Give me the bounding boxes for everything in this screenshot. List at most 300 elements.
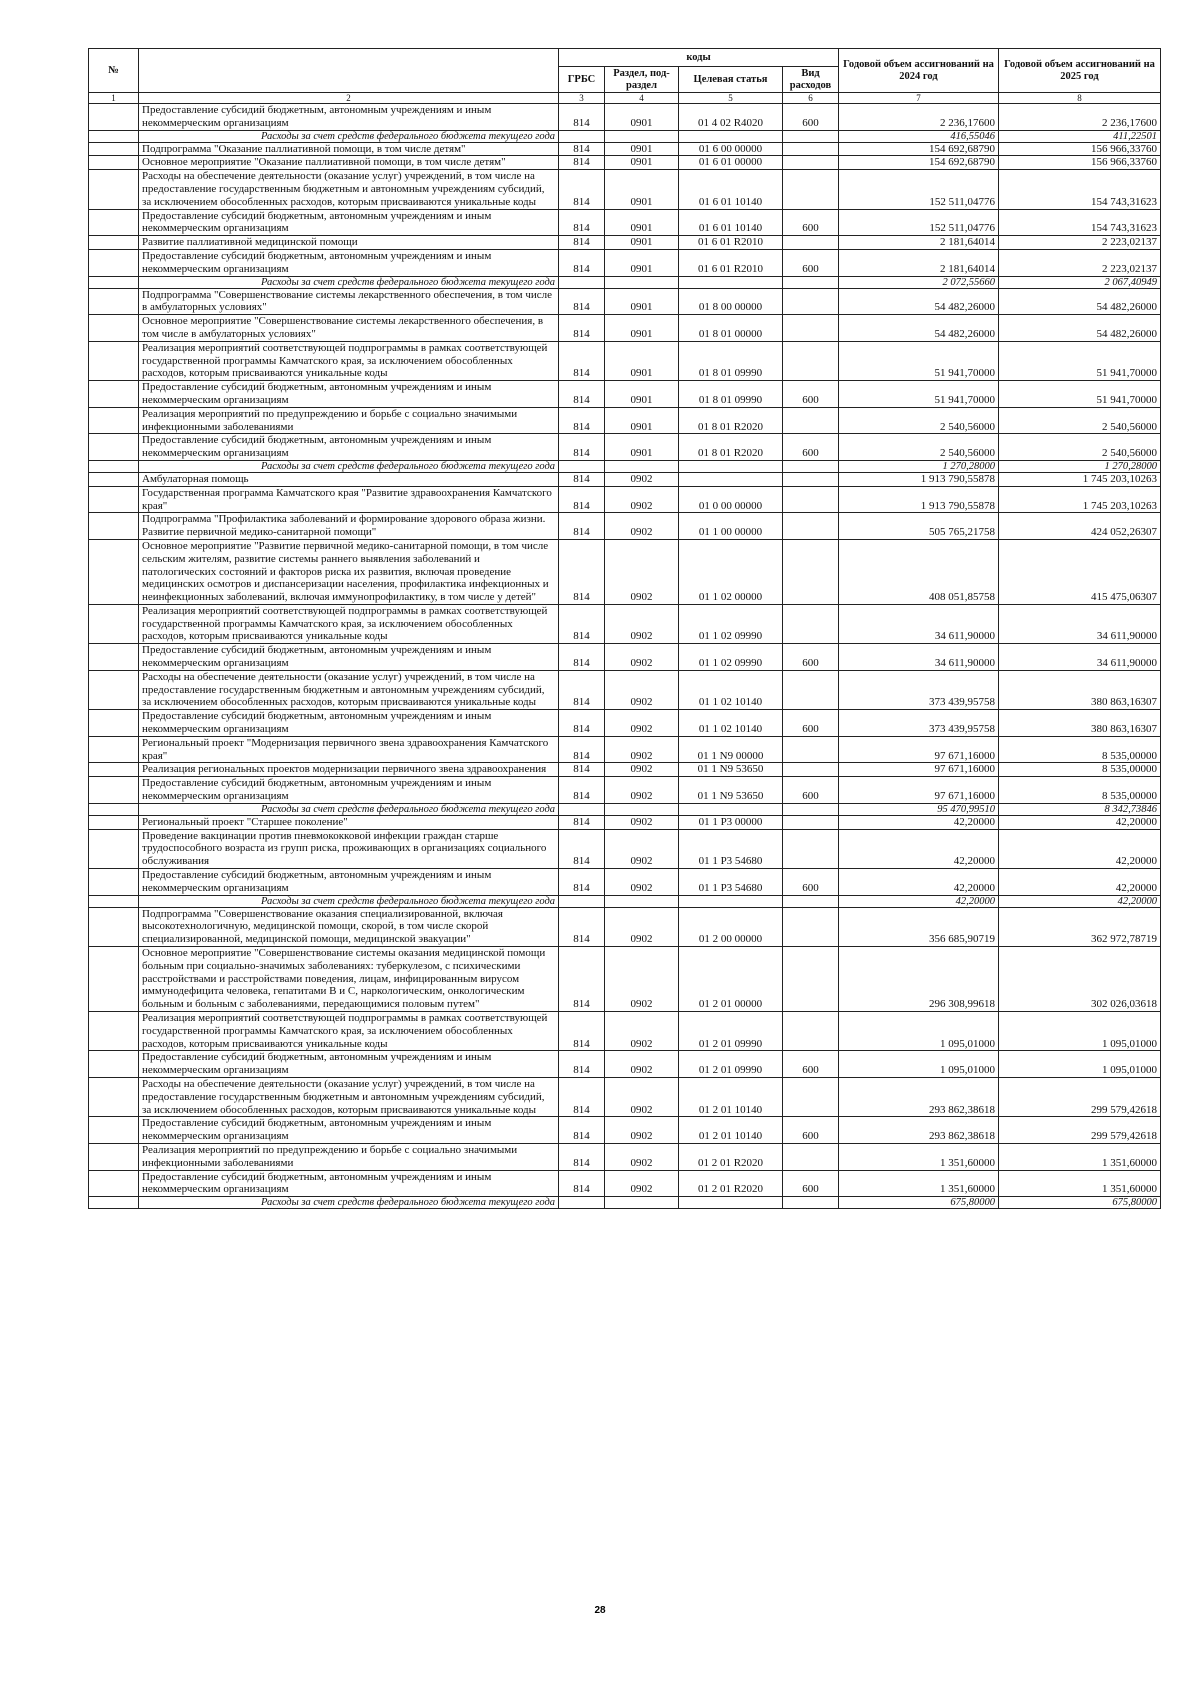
cell-num — [89, 315, 139, 342]
cell-section: 0901 — [605, 142, 679, 156]
cell-target: 01 1 02 09990 — [679, 644, 783, 671]
cell-amount-2025: 380 863,16307 — [999, 710, 1161, 737]
cell-exptype — [783, 130, 839, 142]
cell-amount-2024: 296 308,99618 — [839, 947, 999, 1012]
cell-name: Предоставление субсидий бюджетным, автономным учреждениям и иным некоммерческим организациям — [139, 1170, 559, 1197]
table-row — [89, 604, 1161, 643]
cell-name: Основное мероприятие "Развитие первичной медико-санитарной помощи, в том числе сельским жителям, развитие системы раннего выявления заболеваний и патологических состояний и факторов риска их развития, включая проведение медицинских осмотров и диспансеризации населения, профилактика инфекционных и неинфекционных заболеваний, включая иммунопрофилактику, в том числе у детей" — [139, 539, 559, 604]
cell-amount-2025: 54 482,26000 — [999, 315, 1161, 342]
cell-section: 0901 — [605, 104, 679, 131]
cell-amount-2024: 97 671,16000 — [839, 763, 999, 777]
cell-target: 01 8 01 09990 — [679, 341, 783, 380]
cell-amount-2025: 2 540,56000 — [999, 434, 1161, 461]
cell-section: 0902 — [605, 1012, 679, 1051]
cell-grbs: 814 — [559, 815, 605, 829]
cell-target: 01 8 00 00000 — [679, 288, 783, 315]
cell-amount-2025: 2 223,02137 — [999, 236, 1161, 250]
header-exptype: Вид расходов — [783, 67, 839, 93]
cell-amount-2025: 2 540,56000 — [999, 407, 1161, 434]
cell-section: 0902 — [605, 1077, 679, 1116]
cell-exptype: 600 — [783, 777, 839, 804]
cell-amount-2025: 42,20000 — [999, 895, 1161, 907]
table-row — [89, 434, 1161, 461]
budget-table — [88, 48, 1161, 1209]
cell-target: 01 2 00 00000 — [679, 907, 783, 946]
cell-section: 0901 — [605, 156, 679, 170]
cell-name: Подпрограмма "Совершенствование системы лекарственного обеспечения, в том числе в амбулаторных условиях" — [139, 288, 559, 315]
header-section: Раздел, под-раздел — [605, 67, 679, 93]
cell-target: 01 1 P3 00000 — [679, 815, 783, 829]
cell-name: Реализация мероприятий соответствующей подпрограммы в рамках соответствующей государственной программы Камчатского края, за исключением обособленных расходов, которым присваиваются уникальные коды — [139, 1012, 559, 1051]
table-body — [89, 104, 1161, 1209]
cell-name: Региональный проект "Модернизация первичного звена здравоохранения Камчатского края" — [139, 736, 559, 763]
table-row — [89, 1012, 1161, 1051]
table-row — [89, 472, 1161, 486]
cell-num — [89, 539, 139, 604]
cell-name: Основное мероприятие "Совершенствование системы оказания медицинской помощи больным при социально-значимых заболеваниях: туберкулезом, с психическими расстройствами и расстройствами поведения, лицам, инфицированным вирусом иммунодефицита человека, гепатитами B и C, наркологическим, онкологическим больным и больным с заболеваниями, передающимися половым путем" — [139, 947, 559, 1012]
table-row — [89, 486, 1161, 513]
cell-target: 01 6 01 10140 — [679, 209, 783, 236]
cell-exptype — [783, 947, 839, 1012]
cell-grbs: 814 — [559, 710, 605, 737]
cell-section: 0902 — [605, 472, 679, 486]
cell-grbs: 814 — [559, 670, 605, 709]
cell-num — [89, 763, 139, 777]
cell-amount-2025: 2 236,17600 — [999, 104, 1161, 131]
cell-section: 0902 — [605, 1170, 679, 1197]
table-row — [89, 1170, 1161, 1197]
cell-exptype — [783, 341, 839, 380]
cell-target: 01 2 01 10140 — [679, 1117, 783, 1144]
cell-grbs: 814 — [559, 907, 605, 946]
cell-target: 01 1 P3 54680 — [679, 869, 783, 896]
table-row — [89, 341, 1161, 380]
cell-num — [89, 341, 139, 380]
cell-name: Основное мероприятие "Оказание паллиативной помощи, в том числе детям" — [139, 156, 559, 170]
cell-grbs: 814 — [559, 1143, 605, 1170]
cell-amount-2025: 424 052,26307 — [999, 513, 1161, 540]
cell-amount-2024: 293 862,38618 — [839, 1077, 999, 1116]
cell-amount-2024: 2 540,56000 — [839, 434, 999, 461]
cell-amount-2024: 34 611,90000 — [839, 644, 999, 671]
cell-target: 01 2 01 00000 — [679, 947, 783, 1012]
cell-amount-2024: 154 692,68790 — [839, 142, 999, 156]
cell-amount-2024: 356 685,90719 — [839, 907, 999, 946]
cell-exptype — [783, 1143, 839, 1170]
cell-amount-2024: 1 351,60000 — [839, 1170, 999, 1197]
cell-grbs: 814 — [559, 869, 605, 896]
cell-target: 01 0 00 00000 — [679, 486, 783, 513]
cell-num — [89, 236, 139, 250]
cell-grbs — [559, 803, 605, 815]
cell-amount-2025: 1 095,01000 — [999, 1012, 1161, 1051]
cell-num — [89, 288, 139, 315]
table-row — [89, 670, 1161, 709]
cell-amount-2024: 152 511,04776 — [839, 170, 999, 209]
cell-num — [89, 434, 139, 461]
cell-name: Расходы за счет средств федерального бюджета текущего года — [139, 460, 559, 472]
cell-num — [89, 1051, 139, 1078]
cell-section: 0902 — [605, 947, 679, 1012]
cell-target: 01 2 01 09990 — [679, 1051, 783, 1078]
cell-name: Предоставление субсидий бюджетным, автономным учреждениям и иным некоммерческим организациям — [139, 381, 559, 408]
header-index-2: 2 — [139, 93, 559, 104]
cell-target: 01 6 00 00000 — [679, 142, 783, 156]
cell-amount-2025: 54 482,26000 — [999, 288, 1161, 315]
cell-amount-2024: 2 540,56000 — [839, 407, 999, 434]
federal-budget-row — [89, 130, 1161, 142]
cell-exptype: 600 — [783, 644, 839, 671]
cell-amount-2024: 1 270,28000 — [839, 460, 999, 472]
cell-num — [89, 472, 139, 486]
cell-amount-2025: 362 972,78719 — [999, 907, 1161, 946]
cell-num — [89, 644, 139, 671]
cell-amount-2025: 156 966,33760 — [999, 156, 1161, 170]
header-target: Целевая статья — [679, 67, 783, 93]
cell-num — [89, 907, 139, 946]
cell-amount-2025: 42,20000 — [999, 829, 1161, 868]
table-row — [89, 736, 1161, 763]
cell-target: 01 1 P3 54680 — [679, 829, 783, 868]
cell-amount-2024: 54 482,26000 — [839, 288, 999, 315]
cell-name: Предоставление субсидий бюджетным, автономным учреждениям и иным некоммерческим организациям — [139, 249, 559, 276]
cell-name: Расходы за счет средств федерального бюджета текущего года — [139, 130, 559, 142]
cell-amount-2025: 1 745 203,10263 — [999, 486, 1161, 513]
cell-num — [89, 815, 139, 829]
cell-exptype — [783, 815, 839, 829]
cell-section: 0902 — [605, 539, 679, 604]
cell-num — [89, 156, 139, 170]
table-row — [89, 829, 1161, 868]
cell-grbs: 814 — [559, 1170, 605, 1197]
header-index-1: 1 — [89, 93, 139, 104]
cell-amount-2025: 1 745 203,10263 — [999, 472, 1161, 486]
cell-amount-2025: 1 095,01000 — [999, 1051, 1161, 1078]
cell-name: Расходы за счет средств федерального бюджета текущего года — [139, 1197, 559, 1209]
cell-exptype — [783, 670, 839, 709]
cell-section: 0901 — [605, 288, 679, 315]
cell-amount-2024: 42,20000 — [839, 869, 999, 896]
federal-budget-row — [89, 803, 1161, 815]
cell-name: Расходы за счет средств федерального бюджета текущего года — [139, 803, 559, 815]
cell-amount-2024: 293 862,38618 — [839, 1117, 999, 1144]
cell-target — [679, 472, 783, 486]
cell-section: 0902 — [605, 710, 679, 737]
cell-exptype: 600 — [783, 434, 839, 461]
cell-target: 01 8 01 R2020 — [679, 434, 783, 461]
cell-num — [89, 460, 139, 472]
cell-exptype — [783, 513, 839, 540]
cell-section: 0902 — [605, 1051, 679, 1078]
cell-amount-2024: 1 095,01000 — [839, 1012, 999, 1051]
cell-section: 0901 — [605, 434, 679, 461]
table-row — [89, 1143, 1161, 1170]
cell-target — [679, 460, 783, 472]
cell-target: 01 2 01 10140 — [679, 1077, 783, 1116]
cell-exptype — [783, 460, 839, 472]
cell-grbs: 814 — [559, 539, 605, 604]
cell-target: 01 1 02 09990 — [679, 604, 783, 643]
cell-num — [89, 1012, 139, 1051]
table-row — [89, 288, 1161, 315]
table-row — [89, 104, 1161, 131]
cell-amount-2024: 42,20000 — [839, 895, 999, 907]
cell-name: Подпрограмма "Совершенствование оказания специализированной, включая высокотехнологичную, медицинской помощи, скорой, в том числе скорой специализированной, медицинской помощи, медицинской эвакуации" — [139, 907, 559, 946]
cell-target: 01 1 02 00000 — [679, 539, 783, 604]
cell-name: Амбулаторная помощь — [139, 472, 559, 486]
cell-section: 0901 — [605, 170, 679, 209]
cell-amount-2024: 408 051,85758 — [839, 539, 999, 604]
cell-num — [89, 407, 139, 434]
cell-grbs: 814 — [559, 829, 605, 868]
cell-target: 01 1 N9 00000 — [679, 736, 783, 763]
cell-exptype — [783, 763, 839, 777]
cell-amount-2024: 97 671,16000 — [839, 777, 999, 804]
cell-exptype — [783, 315, 839, 342]
cell-name: Подпрограмма "Профилактика заболеваний и формирование здорового образа жизни. Развитие первичной медико-санитарной помощи" — [139, 513, 559, 540]
cell-grbs: 814 — [559, 1117, 605, 1144]
cell-target: 01 8 01 09990 — [679, 381, 783, 408]
cell-num — [89, 869, 139, 896]
cell-num — [89, 1077, 139, 1116]
cell-exptype — [783, 604, 839, 643]
table-row — [89, 907, 1161, 946]
header-grbs: ГРБС — [559, 67, 605, 93]
cell-exptype — [783, 736, 839, 763]
cell-target: 01 8 01 R2020 — [679, 407, 783, 434]
cell-num — [89, 209, 139, 236]
table-row — [89, 407, 1161, 434]
cell-amount-2025: 2 067,40949 — [999, 276, 1161, 288]
cell-exptype — [783, 539, 839, 604]
cell-amount-2024: 416,55046 — [839, 130, 999, 142]
cell-section: 0902 — [605, 763, 679, 777]
cell-grbs — [559, 130, 605, 142]
cell-section: 0902 — [605, 869, 679, 896]
cell-num — [89, 513, 139, 540]
table-row — [89, 209, 1161, 236]
cell-exptype — [783, 486, 839, 513]
cell-section: 0901 — [605, 209, 679, 236]
page-number: 28 — [594, 1605, 606, 1616]
cell-exptype — [783, 170, 839, 209]
cell-num — [89, 104, 139, 131]
cell-name: Проведение вакцинации против пневмококковой инфекции граждан старше трудоспособного возраста из групп риска, проживающих в организациях социального обслуживания — [139, 829, 559, 868]
cell-name: Предоставление субсидий бюджетным, автономным учреждениям и иным некоммерческим организациям — [139, 1117, 559, 1144]
cell-num — [89, 670, 139, 709]
cell-grbs: 814 — [559, 434, 605, 461]
cell-amount-2025: 34 611,90000 — [999, 644, 1161, 671]
header-index-7: 7 — [839, 93, 999, 104]
cell-section: 0902 — [605, 736, 679, 763]
cell-grbs: 814 — [559, 1051, 605, 1078]
header-index-3: 3 — [559, 93, 605, 104]
cell-grbs — [559, 1197, 605, 1209]
cell-amount-2024: 2 181,64014 — [839, 236, 999, 250]
cell-name: Развитие паллиативной медицинской помощи — [139, 236, 559, 250]
cell-grbs: 814 — [559, 142, 605, 156]
cell-grbs: 814 — [559, 736, 605, 763]
cell-grbs: 814 — [559, 472, 605, 486]
federal-budget-row — [89, 895, 1161, 907]
cell-name: Подпрограмма "Оказание паллиативной помощи, в том числе детям" — [139, 142, 559, 156]
header-2025: Годовой объем ассигнований на 2025 год — [999, 49, 1161, 93]
cell-num — [89, 777, 139, 804]
cell-section: 0902 — [605, 1143, 679, 1170]
cell-grbs: 814 — [559, 1077, 605, 1116]
cell-target: 01 1 02 10140 — [679, 670, 783, 709]
cell-num — [89, 1143, 139, 1170]
header-index-4: 4 — [605, 93, 679, 104]
cell-target: 01 4 02 R4020 — [679, 104, 783, 131]
federal-budget-row — [89, 1197, 1161, 1209]
cell-amount-2024: 51 941,70000 — [839, 381, 999, 408]
cell-amount-2025: 42,20000 — [999, 869, 1161, 896]
cell-amount-2024: 1 913 790,55878 — [839, 472, 999, 486]
cell-amount-2024: 42,20000 — [839, 815, 999, 829]
table-row — [89, 777, 1161, 804]
cell-amount-2024: 154 692,68790 — [839, 156, 999, 170]
cell-amount-2024: 97 671,16000 — [839, 736, 999, 763]
cell-exptype — [783, 907, 839, 946]
cell-section: 0902 — [605, 1117, 679, 1144]
cell-amount-2024: 505 765,21758 — [839, 513, 999, 540]
cell-amount-2025: 8 535,00000 — [999, 763, 1161, 777]
header-index-6: 6 — [783, 93, 839, 104]
cell-section: 0902 — [605, 777, 679, 804]
cell-name: Реализация региональных проектов модернизации первичного звена здравоохранения — [139, 763, 559, 777]
cell-section — [605, 895, 679, 907]
cell-name: Предоставление субсидий бюджетным, автономным учреждениям и иным некоммерческим организациям — [139, 104, 559, 131]
cell-grbs: 814 — [559, 381, 605, 408]
cell-exptype: 600 — [783, 1117, 839, 1144]
cell-amount-2025: 8 342,73846 — [999, 803, 1161, 815]
header-index-8: 8 — [999, 93, 1161, 104]
table-row — [89, 236, 1161, 250]
cell-name: Предоставление субсидий бюджетным, автономным учреждениям и иным некоммерческим организациям — [139, 777, 559, 804]
cell-exptype — [783, 288, 839, 315]
cell-num — [89, 604, 139, 643]
cell-name: Предоставление субсидий бюджетным, автономным учреждениям и иным некоммерческим организациям — [139, 1051, 559, 1078]
cell-section: 0901 — [605, 249, 679, 276]
federal-budget-row — [89, 276, 1161, 288]
cell-exptype — [783, 803, 839, 815]
cell-target: 01 1 N9 53650 — [679, 763, 783, 777]
federal-budget-row — [89, 460, 1161, 472]
cell-amount-2024: 373 439,95758 — [839, 710, 999, 737]
cell-grbs: 814 — [559, 156, 605, 170]
table-row — [89, 142, 1161, 156]
cell-name: Расходы за счет средств федерального бюджета текущего года — [139, 895, 559, 907]
cell-amount-2024: 42,20000 — [839, 829, 999, 868]
cell-section: 0901 — [605, 341, 679, 380]
cell-name: Основное мероприятие "Совершенствование системы лекарственного обеспечения, в том числе в амбулаторных условиях" — [139, 315, 559, 342]
cell-num — [89, 1117, 139, 1144]
cell-grbs: 814 — [559, 777, 605, 804]
cell-amount-2024: 152 511,04776 — [839, 209, 999, 236]
cell-name: Региональный проект "Старшее поколение" — [139, 815, 559, 829]
cell-section: 0901 — [605, 236, 679, 250]
cell-amount-2024: 373 439,95758 — [839, 670, 999, 709]
cell-num — [89, 276, 139, 288]
cell-section — [605, 460, 679, 472]
cell-exptype: 600 — [783, 710, 839, 737]
header-2024: Годовой объем ассигнований на 2024 год — [839, 49, 999, 93]
cell-amount-2024: 34 611,90000 — [839, 604, 999, 643]
cell-amount-2024: 95 470,99510 — [839, 803, 999, 815]
cell-amount-2024: 2 072,55660 — [839, 276, 999, 288]
cell-name: Предоставление субсидий бюджетным, автономным учреждениям и иным некоммерческим организациям — [139, 869, 559, 896]
cell-exptype: 600 — [783, 249, 839, 276]
table-row — [89, 710, 1161, 737]
cell-name: Предоставление субсидий бюджетным, автономным учреждениям и иным некоммерческим организациям — [139, 434, 559, 461]
cell-exptype — [783, 1197, 839, 1209]
header-codes: коды — [559, 49, 839, 67]
cell-amount-2025: 51 941,70000 — [999, 341, 1161, 380]
cell-num — [89, 1170, 139, 1197]
cell-num — [89, 142, 139, 156]
cell-section: 0902 — [605, 670, 679, 709]
cell-exptype: 600 — [783, 381, 839, 408]
cell-grbs: 814 — [559, 763, 605, 777]
cell-num — [89, 486, 139, 513]
cell-name: Расходы на обеспечение деятельности (оказание услуг) учреждений, в том числе на предоставление государственным бюджетным и автономным учреждениям субсидий, за исключением обособленных расходов, которым присваиваются уникальные коды — [139, 1077, 559, 1116]
cell-amount-2025: 8 535,00000 — [999, 777, 1161, 804]
cell-target: 01 6 01 00000 — [679, 156, 783, 170]
cell-section: 0902 — [605, 644, 679, 671]
cell-target — [679, 276, 783, 288]
cell-grbs: 814 — [559, 236, 605, 250]
cell-target: 01 2 01 09990 — [679, 1012, 783, 1051]
cell-section — [605, 803, 679, 815]
cell-amount-2025: 8 535,00000 — [999, 736, 1161, 763]
cell-grbs: 814 — [559, 315, 605, 342]
table-row — [89, 156, 1161, 170]
cell-exptype — [783, 472, 839, 486]
cell-amount-2025: 34 611,90000 — [999, 604, 1161, 643]
cell-section: 0902 — [605, 604, 679, 643]
cell-exptype: 600 — [783, 1170, 839, 1197]
table-row — [89, 763, 1161, 777]
cell-grbs — [559, 895, 605, 907]
cell-amount-2024: 2 181,64014 — [839, 249, 999, 276]
cell-amount-2024: 1 913 790,55878 — [839, 486, 999, 513]
cell-name: Реализация мероприятий соответствующей подпрограммы в рамках соответствующей государственной программы Камчатского края, за исключением обособленных расходов, которым присваиваются уникальные коды — [139, 341, 559, 380]
cell-section: 0902 — [605, 513, 679, 540]
cell-amount-2025: 411,22501 — [999, 130, 1161, 142]
cell-grbs: 814 — [559, 104, 605, 131]
cell-amount-2025: 1 351,60000 — [999, 1143, 1161, 1170]
cell-amount-2025: 380 863,16307 — [999, 670, 1161, 709]
table-row — [89, 381, 1161, 408]
cell-amount-2024: 54 482,26000 — [839, 315, 999, 342]
cell-grbs: 814 — [559, 486, 605, 513]
cell-section — [605, 1197, 679, 1209]
cell-name: Предоставление субсидий бюджетным, автономным учреждениям и иным некоммерческим организациям — [139, 710, 559, 737]
cell-num — [89, 710, 139, 737]
cell-num — [89, 130, 139, 142]
cell-section: 0902 — [605, 815, 679, 829]
header-name — [139, 49, 559, 93]
cell-name: Реализация мероприятий соответствующей подпрограммы в рамках соответствующей государственной программы Камчатского края, за исключением обособленных расходов, которым присваиваются уникальные коды — [139, 604, 559, 643]
cell-target: 01 1 00 00000 — [679, 513, 783, 540]
cell-amount-2024: 1 095,01000 — [839, 1051, 999, 1078]
cell-name: Расходы на обеспечение деятельности (оказание услуг) учреждений, в том числе на предоставление государственным бюджетным и автономным учреждениям субсидий, за исключением обособленных расходов, которым присваиваются уникальные коды — [139, 670, 559, 709]
cell-num — [89, 803, 139, 815]
table-row — [89, 1077, 1161, 1116]
cell-amount-2025: 1 351,60000 — [999, 1170, 1161, 1197]
cell-section — [605, 130, 679, 142]
